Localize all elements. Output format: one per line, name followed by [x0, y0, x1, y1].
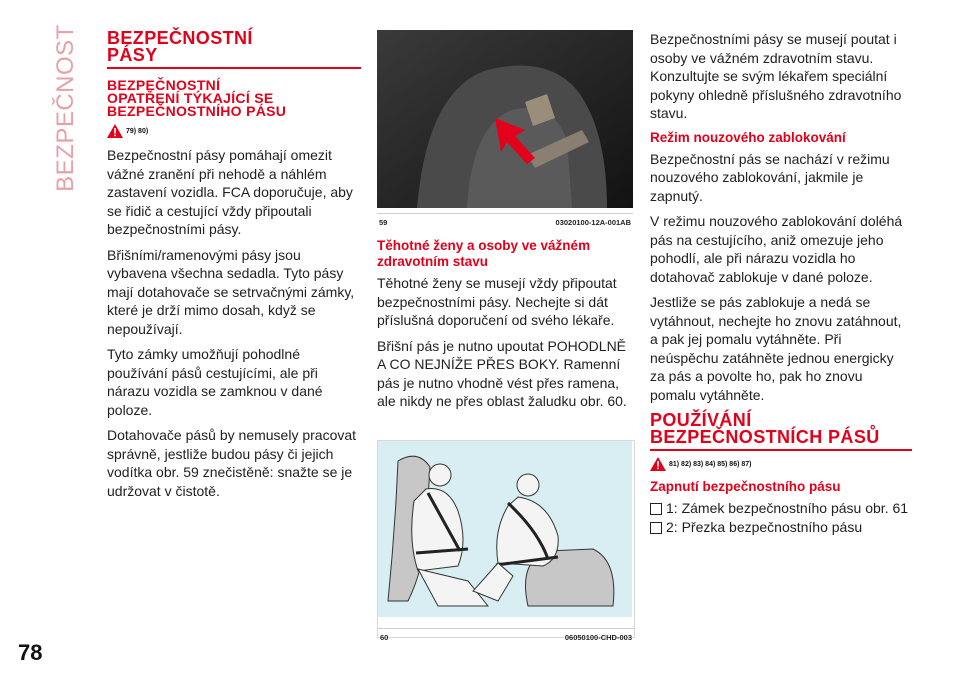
title-rule: [650, 449, 912, 451]
column-1: [107, 30, 361, 507]
section-side-label-text: BEZPEČNOST: [52, 24, 79, 192]
figure-59: [377, 30, 633, 227]
subsection-title-line: BEZPEČNOSTNÍHO PÁSU: [107, 103, 287, 119]
seatbelt-headrest-illustration: [377, 30, 633, 208]
list-item: [650, 499, 912, 518]
paragraph: Těhotné ženy se musejí vždy připoutat bezpečnostními pásy. Nechejte si dát příslušná doporučení od svého lékaře.: [377, 275, 617, 328]
pregnant-seatbelt-illustration: [378, 441, 632, 617]
list-item-text: 1: Zámek bezpečnostního pásu obr. 61: [666, 500, 909, 516]
subheading-pregnant: Těhotné ženy a osoby ve vážném zdravotním stavu: [377, 238, 591, 269]
section-side-label: [52, 24, 79, 192]
warning-reference: [107, 124, 361, 138]
paragraph: Tyto zámky umožňují pohodlné používání pásů cestujícími, ale při nárazu vozidla se zamknou v dané poloze.: [107, 346, 323, 418]
column-3: [650, 30, 912, 536]
subheading-fasten: Zapnutí bezpečnostního pásu: [650, 479, 841, 494]
figure-caption: [378, 628, 634, 642]
subsection-title-line: OPATŘENÍ TÝKAJÍCÍ SE: [107, 90, 274, 106]
section-title-line: BEZPEČNOSTNÍCH PÁSŮ: [650, 427, 880, 447]
subheading-emergency-lock: Režim nouzového zablokování: [650, 129, 846, 145]
paragraph: Bezpečnostní pás se nachází v režimu nouzového zablokování, jakmile je zapnutý.: [650, 150, 890, 204]
paragraph: Břišními/ramenovými pásy jsou vybavena všechna sedadla. Tyto pásy mají dotahovače se setrvačnými zámky, které je drží mimo dosah, když se nepoužívají.: [107, 246, 355, 337]
figure-number: 59: [379, 218, 388, 227]
paragraph: Břišní pás je nutno upoutat POHODLNĚ A CO NEJNÍŽE PŘES BOKY. Ramenní pás je nutno vhodně vést přes ramena, ale nikdy ne přes oblast žaludku obr. 60.: [377, 337, 627, 409]
figure-code: 03020100-12A-001AB: [555, 218, 631, 227]
checkbox-bullet-icon: [650, 522, 662, 534]
subsection-title-line: BEZPEČNOSTNÍ: [107, 77, 221, 93]
figure-60: [377, 440, 635, 642]
paragraph: Dotahovače pásů by nemusely pracovat správně, jestliže budou pásy či jejich vodítka obr. 59 znečistěně: snažte se je udržovat v čistotě.: [107, 427, 357, 499]
figure-number: 60: [380, 633, 389, 642]
warning-refs-text: 79) 80): [126, 127, 149, 135]
page-number: 78: [18, 640, 43, 665]
title-rule: [107, 67, 361, 69]
checkbox-bullet-icon: [650, 503, 662, 515]
list-item: [650, 518, 912, 537]
section-title-use: [650, 412, 912, 446]
paragraph: Jestliže se pás zablokuje a nedá se vytáhnout, nechejte ho znovu zatáhnout, a pak jej pomalu vytáhněte. Při neúspěchu zatáhněte jednou energicky za pás a povolte ho, pak ho znovu pomalu vytáhněte.: [650, 294, 902, 403]
warning-triangle-icon: [107, 124, 123, 138]
warning-triangle-icon: [650, 457, 666, 471]
section-title-line: POUŽÍVÁNÍ: [650, 410, 752, 430]
figure-caption: [377, 213, 633, 227]
list-item-text: 2: Přezka bezpečnostního pásu: [666, 518, 863, 535]
paragraph: V režimu nouzového zablokování doléhá pás na cestujícího, aniž omezuje jeho pohodlí, ale při nárazu vozidla ho dotahovač zablokuje v dané poloze.: [650, 213, 903, 285]
figure-code: 06050100-CHD-003: [564, 633, 632, 642]
warning-reference: [650, 457, 912, 471]
paragraph: Bezpečnostní pásy pomáhají omezit vážné zranění při nehodě a náhlém zastavení vozidla. FCA doporučuje, aby se řidič a cestující vždy připoutali bezpečnostními pásy.: [107, 147, 353, 237]
paragraph: Bezpečnostními pásy se musejí poutat i osoby ve vážném zdravotním stavu. Konzultujte se svým lékařem speciální pokyny ohledně příslušného zdravotního stavu.: [650, 31, 902, 121]
section-title: BEZPEČNOSTNÍ PÁSY: [107, 28, 253, 65]
warning-refs-text: 81) 82) 83) 84) 85) 86) 87): [669, 460, 752, 468]
subsection-title: [107, 79, 361, 118]
column-2: [377, 30, 633, 642]
